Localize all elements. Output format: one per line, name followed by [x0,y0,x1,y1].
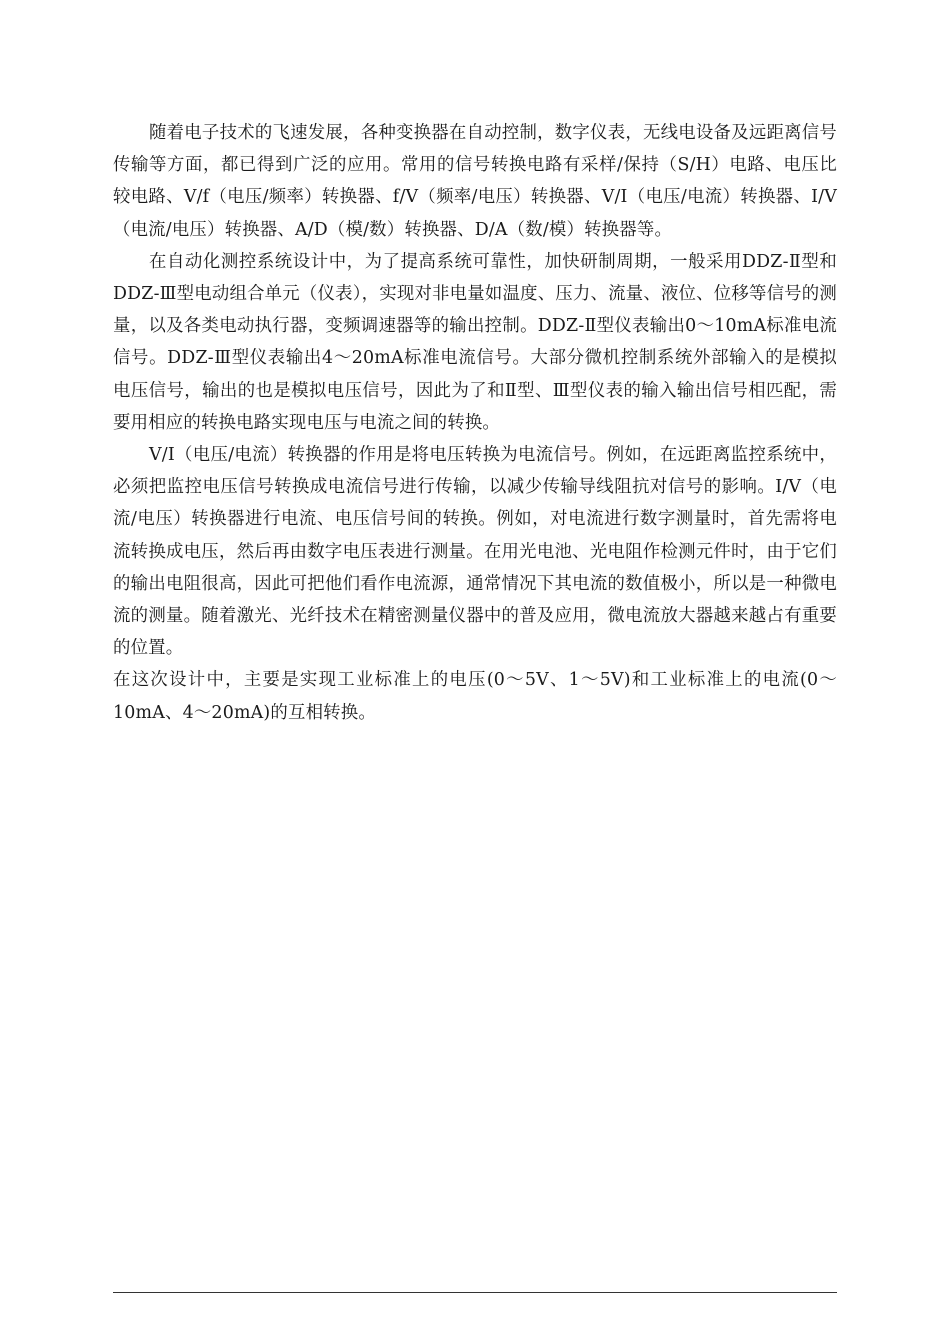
document-body [113,117,837,729]
paragraph-design-goal: 在这次设计中，主要是实现工业标准上的电压(0～5V、1～5V)和工业标准上的电流(0～10mA、4～20mA)的互相转换。 [113,670,837,723]
footer-divider [113,1292,837,1293]
paragraph-ddz-instruments: 在自动化测控系统设计中，为了提高系统可靠性，加快研制周期，一般采用DDZ-Ⅱ型和DDZ-Ⅲ型电动组合单元（仪表），实现对非电量如温度、压力、流量、液位、位移等信号的测量，以及各类电动执行器，变频调速器等的输出控制。DDZ-Ⅱ型仪表输出0～10mA标准电流信号。DDZ-Ⅲ型仪表输出4～20mA标准电流信号。大部分微机控制系统外部输入的是模拟电压信号，输出的也是模拟电压信号，因此为了和Ⅱ型、Ⅲ型仪表的输入输出信号相匹配，需要用相应的转换电路实现电压与电流之间的转换。 [113,251,837,433]
paragraph-intro: 随着电子技术的飞速发展，各种变换器在自动控制，数字仪表，无线电设备及远距离信号传输等方面，都已得到广泛的应用。常用的信号转换电路有采样/保持（S/H）电路、电压比较电路、V/f（电压/频率）转换器、f/V（频率/电压）转换器、V/I（电压/电流）转换器、I/V（电流/电压）转换器、A/D（模/数）转换器、D/A（数/模）转换器等。 [113,123,837,240]
paragraph-vi-iv-converters: V/I（电压/电流）转换器的作用是将电压转换为电流信号。例如，在远距离监控系统中，必须把监控电压信号转换成电流信号进行传输，以减少传输导线阻抗对信号的影响。I/V（电流/电压）转换器进行电流、电压信号间的转换。例如，对电流进行数字测量时，首先需将电流转换成电压，然后再由数字电压表进行测量。在用光电池、光电阻作检测元件时，由于它们的输出电阻很高，因此可把他们看作电流源，通常情况下其电流的数值极小，所以是一种微电流的测量。随着激光、光纤技术在精密测量仪器中的普及应用，微电流放大器越来越占有重要的位置。 [113,445,837,659]
